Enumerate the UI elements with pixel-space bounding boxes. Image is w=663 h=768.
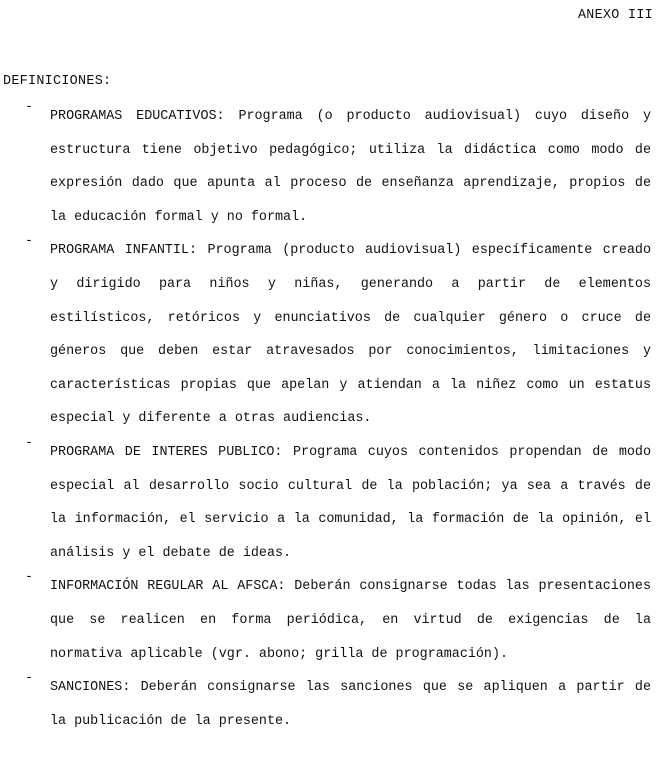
definition-description: Programa (o producto audiovisual) cuyo diseño y estructura tiene objetivo pedagógico; utiliza la didáctica como modo de expresión dado que apunta al proceso de enseñanza aprendizaje, propios de la educación formal y no formal. (50, 109, 652, 225)
definition-item-programa-interes-publico (0, 436, 663, 570)
definition-text (50, 436, 651, 570)
definition-term: INFORMACIÓN REGULAR AL AFSCA: (50, 579, 286, 595)
definitions-heading: DEFINICIONES: (3, 74, 112, 89)
definition-item-informacion-regular (0, 570, 663, 671)
definition-term: SANCIONES: (50, 680, 131, 696)
list-bullet: - (25, 100, 34, 115)
list-bullet: - (25, 435, 34, 451)
definition-text (50, 234, 651, 436)
definition-description: Programa (producto audiovisual) específicamente creado y dirigido para niños y niñas, generando a partir de elementos estilísticos, retóricos y enunciativos de cualquier género o cruce de géneros que deben estar atravesados por conocimientos, limitaciones y características propias que apelan y atiendan a la niñez como un estatus especial y diferente a otras audiencias. (50, 243, 651, 427)
list-bullet: - (25, 671, 34, 687)
definition-description: Programa cuyos contenidos propendan de modo especial al desarrollo socio cultural de la población; ya sea a través de la información, el servicio a la comunidad, la formación de la opinión, el análisis y el debate de ideas. (50, 444, 651, 561)
definition-text (50, 570, 651, 671)
definition-text (50, 671, 651, 738)
definition-item-sanciones (0, 671, 663, 738)
definition-item-programa-infantil (0, 234, 663, 436)
definitions-list (0, 100, 663, 738)
definition-description: Deberán consignarse las sanciones que se apliquen a partir de la publicación de la presente. (50, 680, 651, 729)
definition-term: PROGRAMAS EDUCATIVOS: (50, 109, 225, 124)
definition-description: Deberán consignarse todas las presentaciones que se realicen en forma periódica, en virtud de exigencias de la normativa aplicable (vgr. abono; grilla de programación). (50, 579, 651, 662)
definition-term: PROGRAMA DE INTERES PUBLICO: (50, 444, 283, 460)
annex-label: ANEXO III (577, 8, 653, 23)
list-bullet: - (25, 570, 34, 586)
definition-item-programas-educativos (0, 100, 663, 234)
definition-term: PROGRAMA INFANTIL: (50, 243, 198, 259)
definition-text (50, 100, 651, 234)
list-bullet: - (25, 234, 34, 250)
